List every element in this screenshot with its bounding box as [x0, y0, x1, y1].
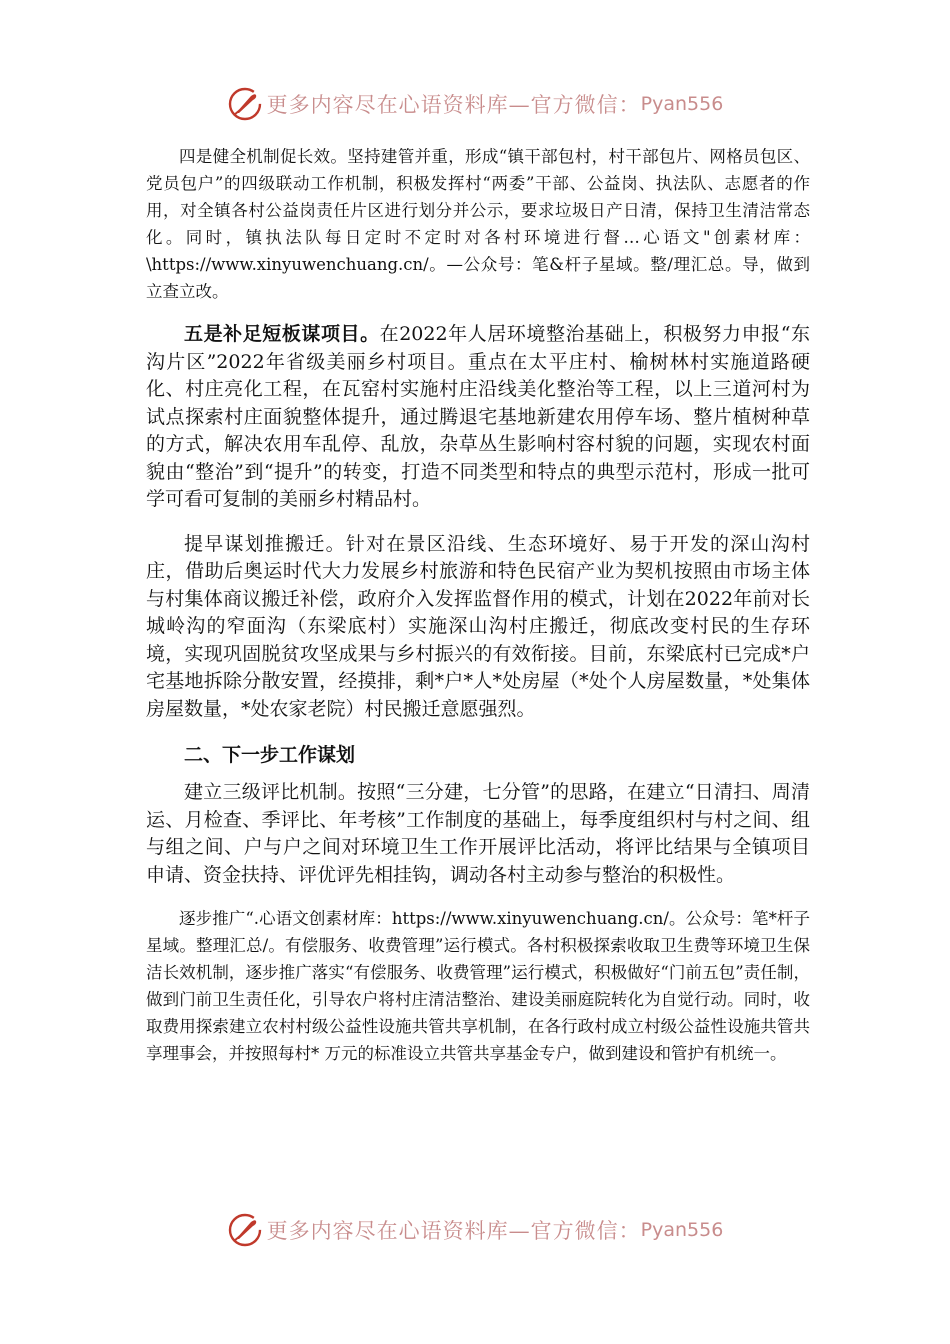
paragraph-1: 四是健全机制促长效。坚持建管并重，形成“镇干部包村，村干部包片、网格员包区、党员包户”的四级联动工作机制，积极发挥村“两委”干部、公益岗、执法队、志愿者的作用，对全镇各村公益岗责任片区进行划分并公示，要求垃圾日产日清，保持卫生清洁常态化。同时，镇执法队每日定时不定时对各村环境进行督…心语文"创素材库：\https://www.xinyuwenchuang.cn/。—公众号：笔&杆子星域。整/理汇总。导，做到立查立改。 [146, 147, 810, 301]
banner-text: 更多内容尽在心语资料库—官方微信： [266, 93, 641, 117]
paragraph-2-lead: 五是补足短板谋项目。 [184, 323, 380, 345]
banner-wechat-id: Pyan556 [640, 93, 724, 115]
paragraph-2-body: 在2022年人居环境整治基础上，积极努力申报“东沟片区”2022年省级美丽乡村项目。重点在太平庄村、榆树林村实施道路硬化、村庄亮化工程，在瓦窑村实施村庄沿线美化整治等工程，以上三道河村为试点探索村庄面貌整体提升，通过腾退宅基地新建农用停车场、整片植树种草的方式，解决农用车乱停、乱放，杂草丛生影响村容村貌的问题，实现农村面貌由“整治”到“提升”的转变，打造不同类型和特点的典型示范村，形成一批可学可看可复制的美丽乡村精品村。 [146, 323, 810, 510]
footer-banner-wechat-id: Pyan556 [640, 1219, 724, 1241]
paragraph-2 [146, 321, 810, 514]
section-heading: 二、下一步工作谋划 [184, 744, 356, 766]
paragraph-3: 提早谋划推搬迁。针对在景区沿线、生态环境好、易于开发的深山沟村庄，借助后奥运时代大力发展乡村旅游和特色民宿产业为契机按照由市场主体与村集体商议搬迁补偿，政府介入发挥监督作用的模式，计划在2022年前对长城岭沟的窄面沟（东梁底村）实施深山沟村庄搬迁，彻底改变村民的生存环境，实现巩固脱贫攻坚成果与乡村振兴的有效衔接。目前，东梁底村已完成*户宅基地拆除分散安置，经摸排，剩*户*人*处房屋（*处个人房屋数量，*处集体房屋数量，*处农家老院）村民搬迁意愿强烈。 [146, 532, 810, 720]
paragraph-5: 逐步推广“.心语文创素材库：https://www.xinyuwenchuang.cn/。公众号：笔*杆子星域。整理汇总/。有偿服务、收费管理”运行模式。各村积极探索收取卫生费等环境卫生保洁长效机制，逐步推广落实“有偿服务、收费管理”运行模式，积极做好“门前五包”责任制，做到门前卫生责任化，引导农户将村庄清洁整治、建设美丽庭院转化为自觉行动。同时，收取费用探索建立农村村级公益性设施共管共享机制，在各行政村成立村级公益性设施共管共享理事会，并按照每村* 万元的标准设立共管共享基金专户，做到建设和管护有机统一。 [146, 909, 810, 1063]
quill-circle-icon [227, 1212, 263, 1248]
paragraph-4: 建立三级评比机制。按照“三分建，七分管”的思路，在建立“日清扫、周清运、月检查、季评比、年考核”工作制度的基础上，每季度组织村与村之间、组与组之间、户与户之间对环境卫生工作开展评比活动，将评比结果与全镇项目申请、资金扶持、评优评先相挂钩，调动各村主动参与整治的积极性。 [146, 781, 810, 886]
quill-circle-icon [227, 86, 263, 122]
footer-banner-text: 更多内容尽在心语资料库—官方微信： [266, 1219, 641, 1243]
header-banner [0, 84, 950, 124]
footer-banner [0, 1210, 950, 1250]
document-body [146, 143, 810, 1067]
